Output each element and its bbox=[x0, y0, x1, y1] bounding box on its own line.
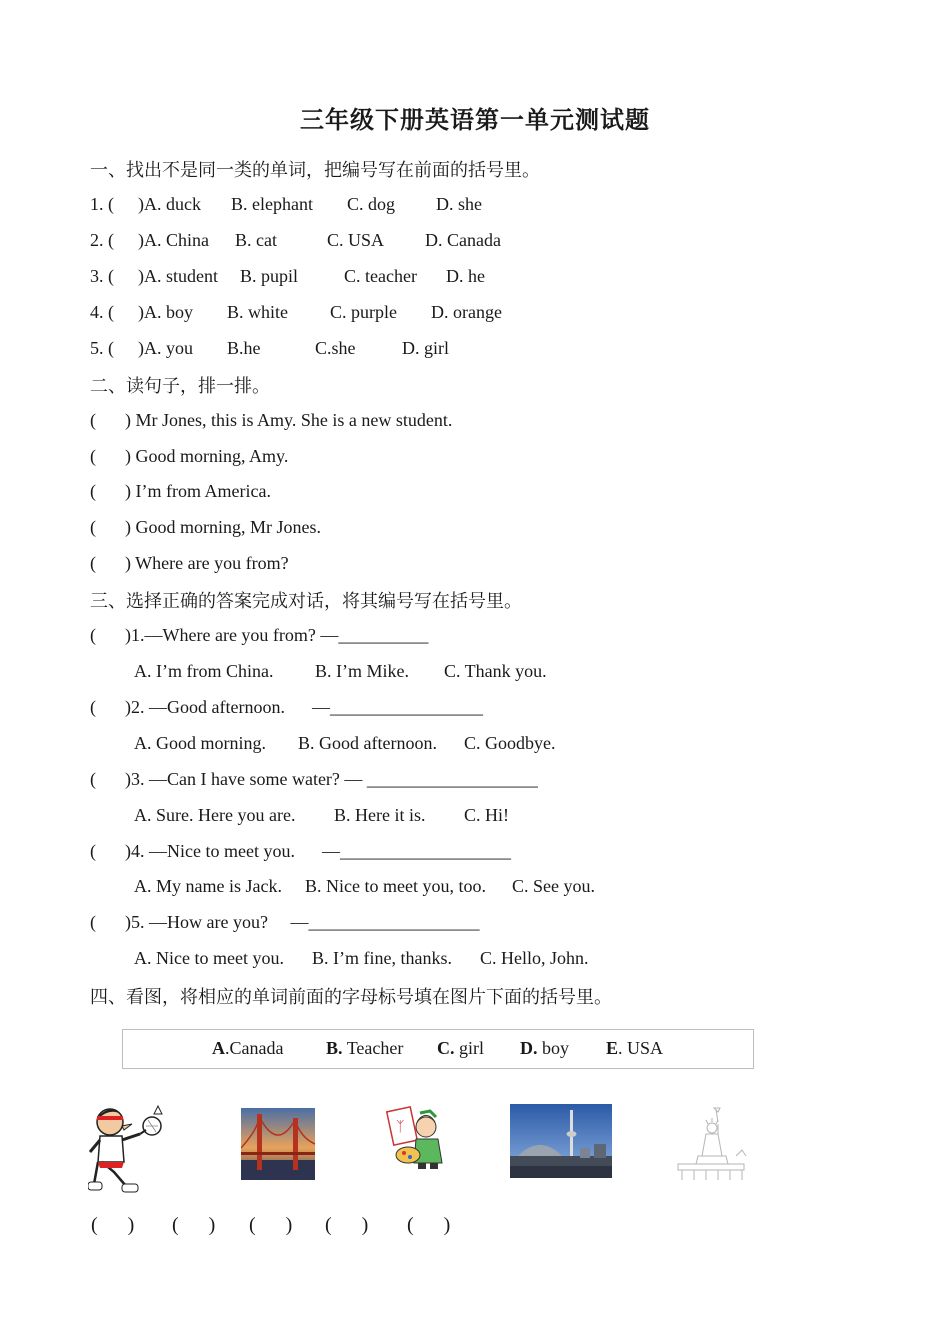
choice-a: A. My name is Jack. bbox=[134, 876, 282, 896]
choice-a: A. Good morning. bbox=[134, 733, 266, 753]
option-a: )A. student bbox=[138, 266, 218, 286]
choices-row bbox=[134, 947, 734, 969]
answer-paren: ( bbox=[90, 625, 96, 645]
list-item bbox=[90, 480, 690, 502]
choice-a: A. Nice to meet you. bbox=[134, 948, 284, 968]
list-item bbox=[90, 193, 690, 215]
option-b: B.he bbox=[227, 338, 261, 358]
question-text: )1.—Where are you from? —__________ bbox=[125, 625, 429, 645]
cn-tower-picture bbox=[510, 1104, 612, 1178]
option-c: C.she bbox=[315, 338, 356, 358]
choice-b: B. I’m fine, thanks. bbox=[312, 948, 452, 968]
question-text: )2. —Good afternoon. —_________________ bbox=[125, 697, 483, 717]
golden-gate-bridge-picture bbox=[241, 1108, 315, 1180]
choice-c: C. Hello, John. bbox=[480, 948, 589, 968]
choices-row bbox=[134, 875, 734, 897]
option-a: )A. you bbox=[138, 338, 193, 358]
answer-paren[interactable]: ( ) bbox=[91, 1214, 135, 1236]
option-d: D. she bbox=[436, 194, 482, 214]
item-number: 4. ( bbox=[90, 302, 114, 322]
answer-paren: ( bbox=[90, 553, 96, 573]
question-row bbox=[90, 768, 710, 790]
question-row bbox=[90, 624, 710, 646]
answer-paren: ( bbox=[90, 446, 96, 466]
choice-b: B. Good afternoon. bbox=[298, 733, 437, 753]
list-item bbox=[90, 229, 690, 251]
question-text: )3. —Can I have some water? — ___________________ bbox=[125, 769, 538, 789]
choice-b: B. I’m Mike. bbox=[315, 661, 409, 681]
word-bank-item: C. girl bbox=[437, 1038, 484, 1058]
choice-c: C. Hi! bbox=[464, 805, 509, 825]
choice-b: B. Nice to meet you, too. bbox=[305, 876, 486, 896]
section3-heading: 三、选择正确的答案完成对话，将其编号写在括号里。 bbox=[90, 591, 522, 612]
answer-paren[interactable]: ( ) bbox=[249, 1214, 293, 1236]
section1-heading: 一、找出不是同一类的单词，把编号写在前面的括号里。 bbox=[90, 160, 540, 181]
list-item bbox=[90, 337, 690, 359]
option-c: C. purple bbox=[330, 302, 397, 322]
item-number: 3. ( bbox=[90, 266, 114, 286]
option-b: B. pupil bbox=[240, 266, 299, 286]
answer-paren[interactable]: ( ) bbox=[172, 1214, 216, 1236]
boy-badminton-picture bbox=[88, 1100, 172, 1194]
sentence-text: ) I’m from America. bbox=[125, 481, 271, 501]
answer-paren[interactable]: ( ) bbox=[407, 1214, 451, 1236]
list-item bbox=[90, 409, 690, 431]
girl-painting-picture bbox=[386, 1103, 450, 1171]
answer-paren: ( bbox=[90, 769, 96, 789]
list-item bbox=[90, 552, 690, 574]
answer-paren: ( bbox=[90, 410, 96, 430]
section4-heading: 四、看图，将相应的单词前面的字母标号填在图片下面的括号里。 bbox=[90, 987, 612, 1008]
question-row bbox=[90, 696, 710, 718]
statue-of-liberty-picture bbox=[672, 1106, 750, 1182]
choices-row bbox=[134, 660, 734, 682]
option-d: D. Canada bbox=[425, 230, 501, 250]
option-a: )A. duck bbox=[138, 194, 201, 214]
choice-c: C. Thank you. bbox=[444, 661, 547, 681]
question-text: )4. —Nice to meet you. —___________________ bbox=[125, 841, 511, 861]
option-a: )A. boy bbox=[138, 302, 193, 322]
item-number: 1. ( bbox=[90, 194, 114, 214]
section2-heading: 二、读句子，排一排。 bbox=[90, 376, 270, 397]
list-item bbox=[90, 265, 690, 287]
answer-paren: ( bbox=[90, 912, 96, 932]
sentence-text: ) Where are you from? bbox=[125, 553, 289, 573]
option-c: C. dog bbox=[347, 194, 396, 214]
page-title: 三年级下册英语第一单元测试题 bbox=[300, 106, 650, 134]
choices-row bbox=[134, 732, 734, 754]
option-b: B. cat bbox=[235, 230, 277, 250]
question-text: )5. —How are you? —___________________ bbox=[125, 912, 480, 932]
option-d: D. orange bbox=[431, 302, 502, 322]
choice-b: B. Here it is. bbox=[334, 805, 426, 825]
list-item bbox=[90, 445, 690, 467]
word-bank-box bbox=[122, 1029, 754, 1069]
option-d: D. girl bbox=[402, 338, 449, 358]
word-bank-item: D. boy bbox=[520, 1038, 569, 1058]
item-number: 2. ( bbox=[90, 230, 114, 250]
option-a: )A. China bbox=[138, 230, 209, 250]
option-d: D. he bbox=[446, 266, 485, 286]
word-bank-item: A.Canada bbox=[212, 1038, 284, 1058]
option-b: B. white bbox=[227, 302, 288, 322]
choice-a: A. I’m from China. bbox=[134, 661, 274, 681]
answer-paren: ( bbox=[90, 841, 96, 861]
choice-a: A. Sure. Here you are. bbox=[134, 805, 296, 825]
item-number: 5. ( bbox=[90, 338, 114, 358]
word-bank-item: B. Teacher bbox=[326, 1038, 404, 1058]
sentence-text: ) Good morning, Mr Jones. bbox=[125, 517, 321, 537]
choice-c: C. See you. bbox=[512, 876, 595, 896]
list-item bbox=[90, 301, 690, 323]
answer-paren: ( bbox=[90, 697, 96, 717]
question-row bbox=[90, 911, 710, 933]
list-item bbox=[90, 516, 690, 538]
answer-paren[interactable]: ( ) bbox=[325, 1214, 369, 1236]
question-row bbox=[90, 840, 710, 862]
answer-paren: ( bbox=[90, 517, 96, 537]
choices-row bbox=[134, 804, 734, 826]
option-b: B. elephant bbox=[231, 194, 313, 214]
sentence-text: ) Good morning, Amy. bbox=[125, 446, 289, 466]
sentence-text: ) Mr Jones, this is Amy. She is a new student. bbox=[125, 410, 453, 430]
answer-paren: ( bbox=[90, 481, 96, 501]
choice-c: C. Goodbye. bbox=[464, 733, 556, 753]
word-bank-item: E. USA bbox=[606, 1038, 664, 1058]
option-c: C. USA bbox=[327, 230, 385, 250]
svg-text:ᛉ: ᛉ bbox=[396, 1119, 405, 1135]
option-c: C. teacher bbox=[344, 266, 417, 286]
